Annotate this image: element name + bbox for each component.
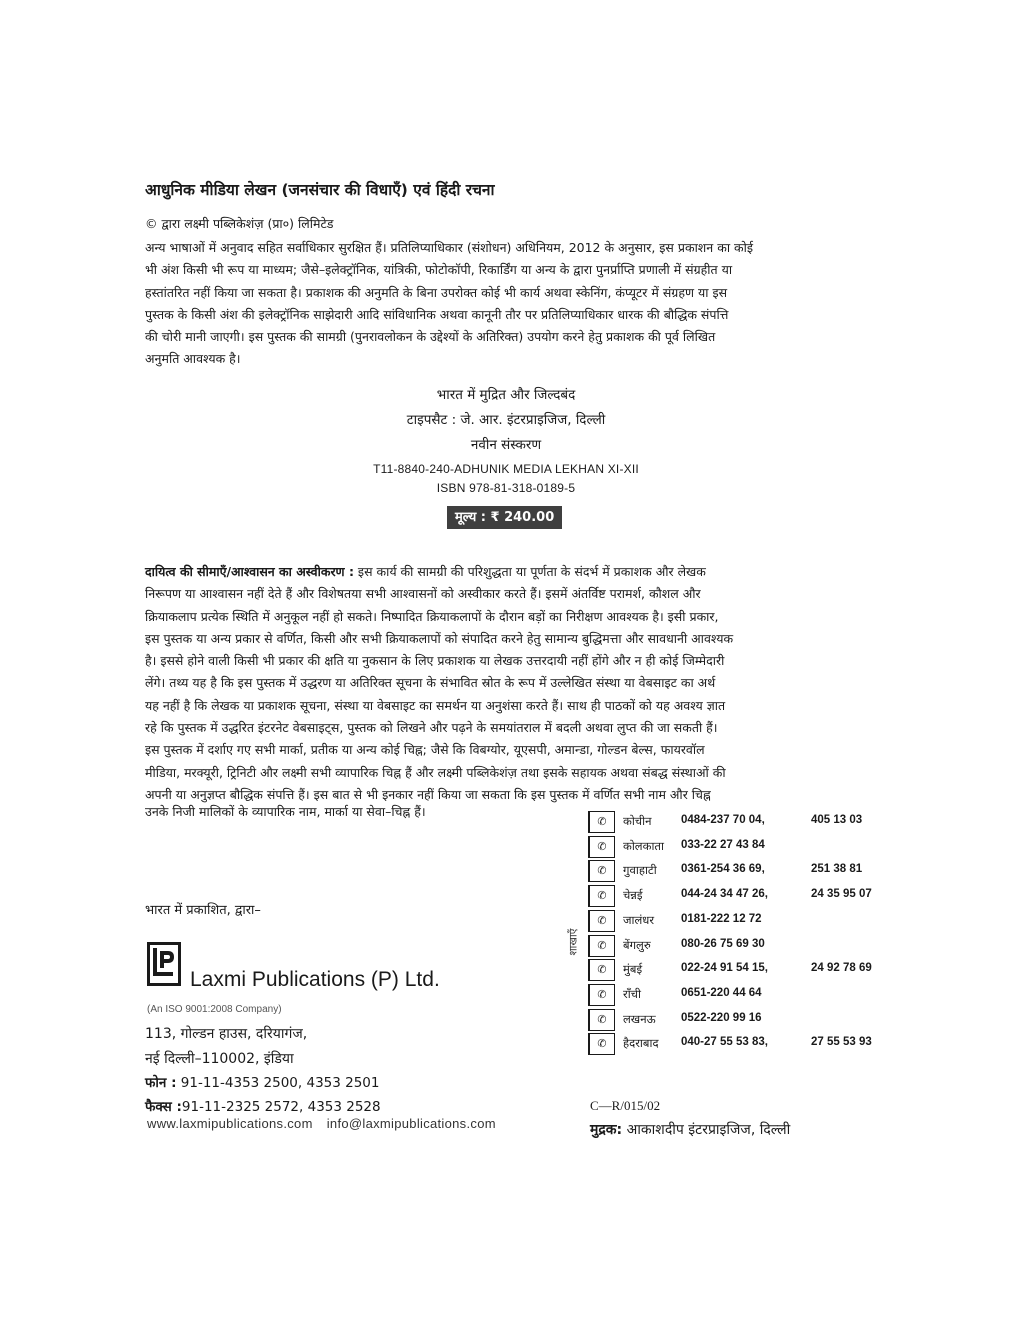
fax-line — [145, 1097, 381, 1115]
printer-label: मुद्रक: — [590, 1122, 623, 1138]
web-line — [147, 1116, 496, 1131]
publisher-name: Laxmi Publications (P) Ltd. — [190, 968, 440, 991]
typeset-line: टाइपसैट : जे. आर. इंटरप्राइजिज, दिल्ली — [406, 412, 606, 428]
branches-label: शाखाएँ — [567, 928, 580, 956]
published-by-label: भारत में प्रकाशित, द्वारा– — [145, 903, 261, 918]
disclaimer-heading: दायित्व की सीमाएँ/आश्वासन का अस्वीकरण : — [145, 564, 354, 579]
branch-row — [588, 1008, 870, 1033]
price-badge: मूल्य : ₹ 240.00 — [447, 506, 562, 529]
disclaimer-line: निरूपण या आश्वासन नहीं देते हैं और विशेषतया सभी आश्वासनों को अस्वीकार करते हैं। इसमें अंतर्विष्ट परामर्श, कौशल और — [145, 586, 701, 602]
branch-phone: 0484-237 70 04, — [681, 814, 765, 826]
phone-icon: ✆ — [588, 860, 615, 882]
branch-city: मुंबई — [623, 962, 643, 977]
edition-line: नवीन संस्करण — [470, 437, 542, 453]
rights-line: हस्तांतरित नहीं किया जा सकता है। प्रकाशक की अनुमति के बिना उपरोक्त कोई भी कार्य अथवा स्केनिंग, कंप्यूटर में संग्रहण या इस — [145, 284, 728, 300]
branch-row — [588, 909, 870, 934]
branch-phone: 044-24 34 47 26, — [681, 888, 768, 901]
phone-icon: ✆ — [588, 811, 615, 833]
branch-phone-alt: 27 55 53 93 — [811, 1036, 872, 1049]
logo-mark-icon — [150, 945, 178, 983]
website-link[interactable]: www.laxmipublications.com — [147, 1116, 313, 1131]
branch-row — [588, 810, 870, 835]
phone-icon: ✆ — [588, 1009, 615, 1031]
disclaimer-line: लेंगे। तथ्य यह है कि इस पुस्तक में उद्धरण या अतिरिक्त सूचना के संभावित स्रोत के रूप में उल्लेखित संस्था या वेबसाइट का अर्थ — [145, 675, 716, 691]
branch-city: कोचीन — [623, 814, 652, 828]
branch-city: कोलकाता — [623, 838, 664, 853]
disclaimer-line: क्रियाकलाप प्रत्येक स्थिति में अनुकूल नहीं हो सकते। निष्पादित क्रियाकलापों के दौरान बड़ों का निरीक्षण आवश्यक है। इसी प्रकार, — [145, 608, 719, 624]
branch-phone: 0651-220 44 64 — [681, 986, 762, 999]
phone-icon: ✆ — [588, 984, 615, 1006]
branch-row — [588, 983, 870, 1008]
rights-line: भी अंश किसी भी रूप या माध्यम; जैसे–इलेक्ट्रॉनिक, यांत्रिकी, फोटोकॉपी, रिकार्डिंग या अन्य के द्वारा पुनर्प्राप्ति प्रणाली में संग्रहीत या — [145, 262, 733, 278]
branch-phone: 022-24 91 54 15, — [681, 962, 768, 975]
fax-label: फैक्स : — [145, 1099, 182, 1115]
address-line-2: नई दिल्ली–110002, इंडिया — [145, 1051, 294, 1067]
iso-note: (An ISO 9001:2008 Company) — [147, 1004, 282, 1015]
branch-city: बेंगलुरु — [623, 937, 651, 952]
phone-label: फोन : — [145, 1075, 177, 1091]
branch-phone: 0181-222 12 72 — [681, 912, 762, 925]
print-code: C—R/015/02 — [590, 1098, 661, 1113]
branch-phone: 0522-220 99 16 — [681, 1011, 762, 1024]
copyright-owner: © द्वारा लक्ष्मी पब्लिकेशंज़ (प्रा०) लिमिटेड — [145, 216, 334, 231]
branch-row — [588, 1032, 870, 1057]
isbn: ISBN 978-81-318-0189-5 — [436, 481, 576, 495]
phone-icon: ✆ — [588, 1033, 615, 1055]
address-line-1: 113, गोल्डन हाउस, दरियागंज, — [145, 1026, 308, 1042]
catalog-code: T11-8840-240-ADHUNIK MEDIA LEKHAN XI-XII — [373, 462, 639, 476]
disclaimer-first-line: इस कार्य की सामग्री की परिशुद्धता या पूर्णता के संदर्भ में प्रकाशक और लेखक — [353, 564, 706, 579]
disclaimer-line: इस पुस्तक में दर्शाए गए सभी मार्का, प्रतीक या अन्य कोई चिह्न; जैसे कि विबग्योर, यूएसपी, अमान्डा, गोल्डन बेल्स, फायरवॉल — [145, 742, 705, 758]
branch-city: गुवाहाटी — [623, 863, 657, 878]
phone-line — [145, 1073, 379, 1091]
disclaimer-last-line: उनके निजी मालिकों के व्यापारिक नाम, मार्का या सेवा–चिह्न हैं। — [145, 804, 426, 819]
disclaimer-line: है। इससे होने वाली किसी भी प्रकार की क्षति या नुकसान के लिए प्रकाशक या लेखक उत्तरदायी नहीं होंगे और न ही कोई जिम्मेदारी — [145, 653, 725, 669]
phone-icon: ✆ — [588, 885, 615, 907]
publisher-logo — [147, 942, 181, 986]
disclaimer-line — [145, 561, 869, 583]
branch-phone: 040-27 55 53 83, — [681, 1036, 768, 1049]
printer-name: आकाशदीप इंटरप्राइजिज, दिल्ली — [622, 1122, 791, 1138]
branch-phone-alt: 405 13 03 — [811, 814, 863, 826]
book-title: आधुनिक मीडिया लेखन (जनसंचार की विधाएँ) एवं हिंदी रचना — [145, 181, 495, 199]
branch-city: हैदराबाद — [623, 1036, 659, 1051]
disclaimer-line: अपनी या अनुज्ञप्त बौद्धिक संपत्ति हैं। इस बात से भी इनकार नहीं किया जा सकता कि इस पुस्तक में वर्णित सभी नाम और चिह्न — [145, 786, 711, 802]
publisher-fax: 91-11-2325 2572, 4353 2528 — [181, 1099, 381, 1115]
branch-city: राँची — [623, 986, 641, 1001]
branch-row — [588, 934, 870, 959]
publisher-phone: 91-11-4353 2500, 4353 2501 — [176, 1075, 380, 1091]
rights-notice — [145, 237, 869, 371]
branch-phone-alt: 24 35 95 07 — [811, 888, 872, 901]
branch-row — [588, 884, 870, 909]
branch-city: चेन्नई — [623, 888, 643, 903]
branch-phone: 033-22 27 43 84 — [681, 838, 765, 851]
disclaimer-line: इस पुस्तक या अन्य प्रकार से वर्णित, किसी और सभी क्रियाकलापों को संपादित करने हेतु सामान्य बुद्धिमत्ता और सावधानी आवश्यक — [145, 630, 734, 646]
branch-phone: 080-26 75 69 30 — [681, 937, 765, 950]
disclaimer-line: यह नहीं है कि लेखक या प्रकाशक सूचना, संस्था या वेबसाइट का समर्थन या अनुशंसा करते हैं। साथ ही पाठकों को यह अवश्य ज्ञात — [145, 697, 726, 713]
rights-line: अनुमति आवश्यक है। — [145, 351, 241, 367]
phone-icon: ✆ — [588, 910, 615, 932]
rights-line: की चोरी मानी जाएगी। इस पुस्तक की सामग्री (पुनरावलोकन के उद्देश्यों के अतिरिक्त) उपयोग करने हेतु प्रकाशक की पूर्व लिखित — [145, 329, 716, 345]
branch-city: जालंधर — [623, 912, 655, 927]
branch-phone: 0361-254 36 69, — [681, 863, 765, 876]
phone-icon: ✆ — [588, 935, 615, 957]
branch-row — [588, 835, 870, 860]
printer-line — [590, 1120, 790, 1139]
disclaimer-line: मीडिया, मरक्यूरी, ट्रिनिटी और लक्ष्मी सभी व्यापारिक चिह्न हैं और लक्ष्मी पब्लिकेशंज़ तथा इसके सहायक अथवा संबद्ध संस्थाओं की — [145, 764, 726, 780]
phone-icon: ✆ — [588, 959, 615, 981]
phone-icon: ✆ — [588, 836, 615, 858]
disclaimer — [145, 561, 869, 806]
rights-line: अन्य भाषाओं में अनुवाद सहित सर्वाधिकार सुरक्षित हैं। प्रतिलिप्याधिकार (संशोधन) अधिनियम, 2012 के अनुसार, इस प्रकाशन का कोई — [145, 240, 753, 255]
branch-phone-alt: 251 38 81 — [811, 863, 863, 876]
branch-row — [588, 958, 870, 983]
email-link[interactable]: info@laxmipublications.com — [326, 1116, 496, 1131]
branch-phone-alt: 24 92 78 69 — [811, 962, 872, 975]
branch-city: लखनऊ — [623, 1011, 656, 1026]
printed-bound-line: भारत में मुद्रित और जिल्दबंद — [436, 387, 576, 403]
disclaimer-line: रहे कि पुस्तक में उद्धरित इंटरनेट वेबसाइट्स, पुस्तक को लिखने और पढ़ने के समयांतराल में बदली अथवा लुप्त की जा सकती हैं। — [145, 720, 718, 736]
rights-line: पुस्तक के किसी अंश की इलेक्ट्रॉनिक साझेदारी आदि सांविधानिक अथवा कानूनी तौर पर प्रतिलिप्याधिकार धारक की बौद्धिक संपत्ति — [145, 306, 729, 322]
branch-row — [588, 859, 870, 884]
